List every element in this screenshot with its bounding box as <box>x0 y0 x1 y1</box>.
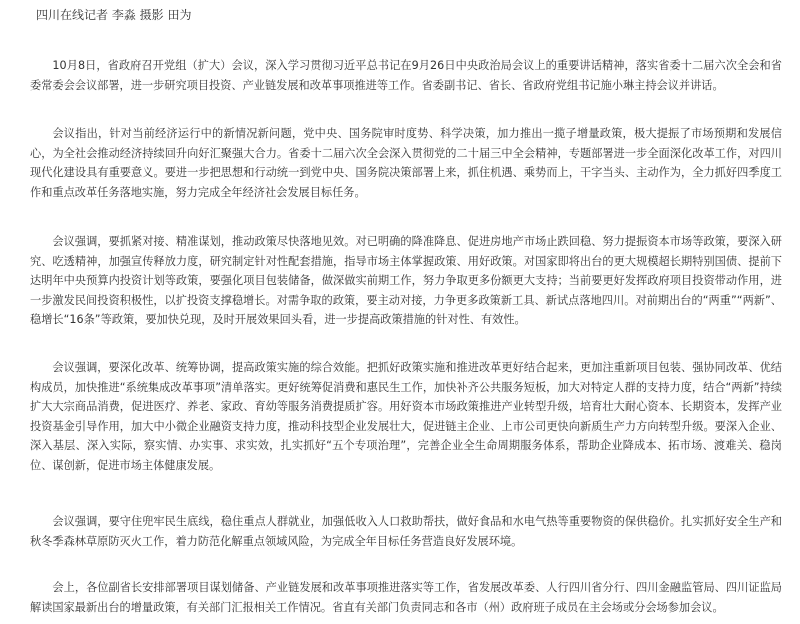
byline: 四川在线记者 李淼 摄影 田为 <box>36 8 192 22</box>
paragraph-2: 会议指出，针对当前经济运行中的新情况新问题，党中央、国务院审时度势、科学决策，加力推出一揽子增量政策，极大提振了市场预期和发展信心，为全社会推动经济持续回升向好汇聚强大合力。省委十二届六次全会深入贯彻党的二十届三中全会精神，专题部署进一步全面深化改革工作，对四川现代化建设具有重要意义。要进一步把思想和行动统一到党中央、国务院决策部署上来，抓住机遇、乘势而上，干字当头、主动作为，全力抓好四季度工作和重点改革任务落地实施，努力完成全年经济社会发展目标任务。 <box>30 127 782 199</box>
paragraph-6: 会上，各位副省长安排部署项目谋划储备、产业链发展和改革事项推进落实等工作，省发展改革委、人行四川省分行、四川金融监管局、四川证监局解读国家最新出台的增量政策，有关部门汇报相关工作情况。省直有关部门负责同志和各市（州）政府班子成员在主会场或分会场参加会议。 <box>30 581 782 614</box>
paragraph-3: 会议强调，要抓紧对接、精准谋划，推动政策尽快落地见效。对已明确的降准降息、促进房地产市场止跌回稳、努力提振资本市场等政策，要深入研究、吃透精神，加强宣传释放力度，研究制定针对性配套措施，指导市场主体掌握政策、用好政策。对国家即将出台的更大规模超长期特别国债、提前下达明年中央预算内投资计划等政策，要强化项目包装储备，做深做实前期工作，努力争取更多份额更大支持；当前要更好发挥政府项目投资带动作用，进一步激发民间投资积极性，以扩投资支撑稳增长。对需争取的政策，要主动对接，力争更多政策新工具、新试点落地四川。对前期出台的“两重”“两新”、稳增长“16条”等政策，要加快兑现，及时开展效果回头看，进一步提高政策措施的针对性、有效性。 <box>30 235 782 326</box>
paragraph-1: 10月8日，省政府召开党组（扩大）会议，深入学习贯彻习近平总书记在9月26日中央政治局会议上的重要讲话精神，落实省委十二届六次全会和省委常委会会议部署，进一步研究项目投资、产业链发展和改革事项推进等工作。省委副书记、省长、省政府党组书记施小琳主持会议并讲话。 <box>30 59 782 92</box>
paragraph-4: 会议强调，要深化改革、统筹协调，提高政策实施的综合效能。把抓好政策实施和推进改革更好结合起来，更加注重新项目包装、强协同改革、优结构成员，加快推进“系统集成改革事项”清单落实。更好统筹促消费和惠民生工作，加快补齐公共服务短板，加大对特定人群的支持力度，结合“两新”持续扩大大宗商品消费，促进医疗、养老、家政、育幼等服务消费提质扩容。用好资本市场政策推进产业转型升级，培育壮大耐心资本、长期资本，发挥产业投资基金引导作用，加大中小微企业融资支持力度，推动科技型企业发展壮大，促进链主企业、上市公司更快向新质生产力方向转型升级。要深入企业、深入基层、深入实际，察实情、办实事、求实效，扎实抓好“五个专项治理”，完善企业全生命周期服务体系，帮助企业降成本、拓市场、渡难关、稳岗位、谋创新，促进市场主体健康发展。 <box>30 361 782 472</box>
paragraph-5: 会议强调，要守住兜牢民生底线，稳住重点人群就业，加强低收入人口救助帮扶，做好食品和水电气热等重要物资的保供稳价。扎实抓好安全生产和秋冬季森林草原防灭火工作，着力防范化解重点领域风险，为完成全年目标任务营造良好发展环境。 <box>30 515 782 548</box>
